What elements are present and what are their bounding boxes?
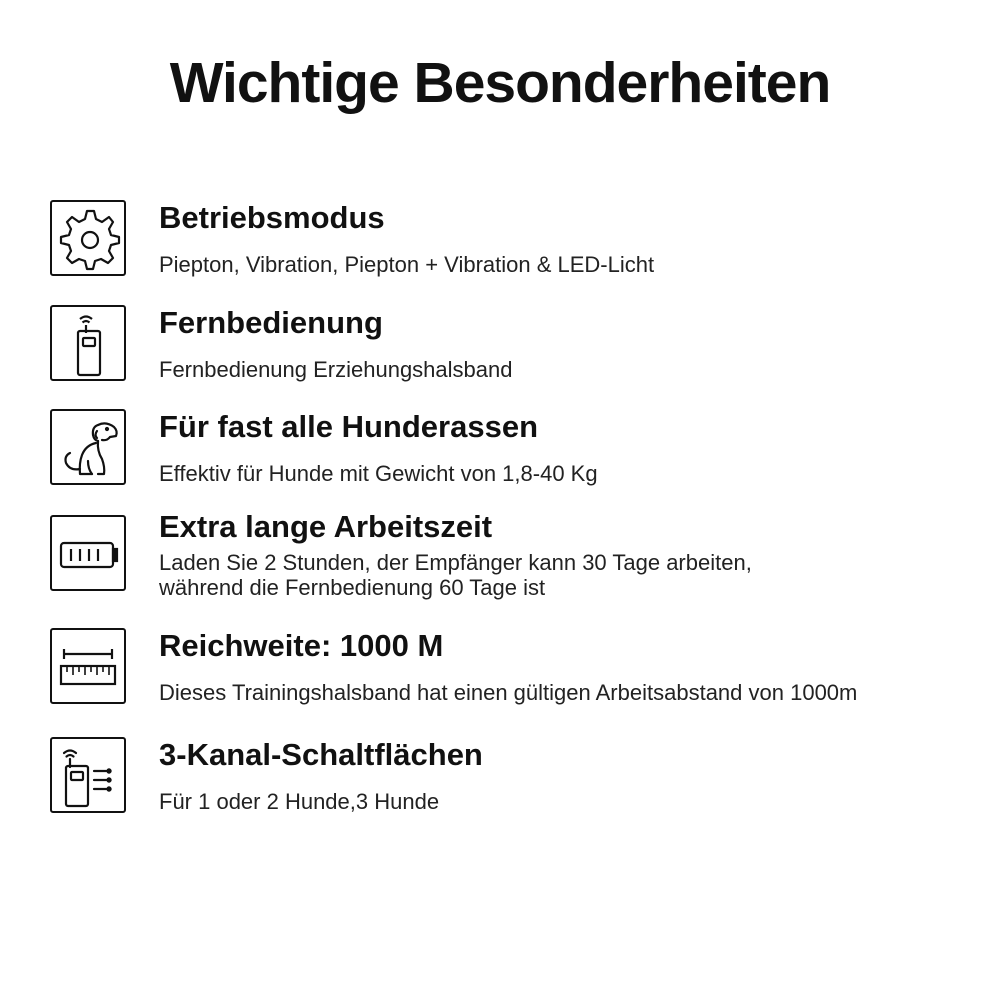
feature-description: Piepton, Vibration, Piepton + Vibration & LED-Licht — [159, 252, 655, 277]
remote-control-icon — [50, 305, 126, 381]
gear-icon — [50, 200, 126, 276]
dog-icon — [50, 409, 126, 485]
feature-title: Für fast alle Hunderassen — [159, 409, 539, 444]
feature-description: Fernbedienung Erziehungshalsband — [159, 357, 513, 382]
feature-title: Extra lange Arbeitszeit — [159, 509, 493, 544]
feature-description: Laden Sie 2 Stunden, der Empfänger kann 30 Tage arbeiten, während die Fernbedienung 60 Tage ist — [159, 550, 752, 600]
feature-range — [50, 628, 970, 710]
feature-title: Reichweite: 1000 M — [159, 628, 444, 663]
feature-dog-breeds — [50, 409, 970, 491]
feature-operating-mode — [50, 200, 970, 282]
feature-title: Betriebsmodus — [159, 200, 385, 235]
feature-three-channel — [50, 737, 970, 819]
feature-remote-control — [50, 305, 970, 387]
feature-title: Fernbedienung — [159, 305, 383, 340]
feature-long-runtime — [50, 509, 970, 600]
battery-icon — [50, 515, 126, 591]
feature-title: 3-Kanal-Schaltflächen — [159, 737, 483, 772]
page-title: Wichtige Besonderheiten — [169, 51, 831, 115]
feature-description: Effektiv für Hunde mit Gewicht von 1,8-40 Kg — [159, 461, 598, 486]
feature-description: Für 1 oder 2 Hunde,3 Hunde — [159, 789, 440, 814]
feature-description: Dieses Trainingshalsband hat einen gültigen Arbeitsabstand von 1000m — [159, 680, 858, 705]
remote-channels-icon — [50, 737, 126, 813]
ruler-range-icon — [50, 628, 126, 704]
